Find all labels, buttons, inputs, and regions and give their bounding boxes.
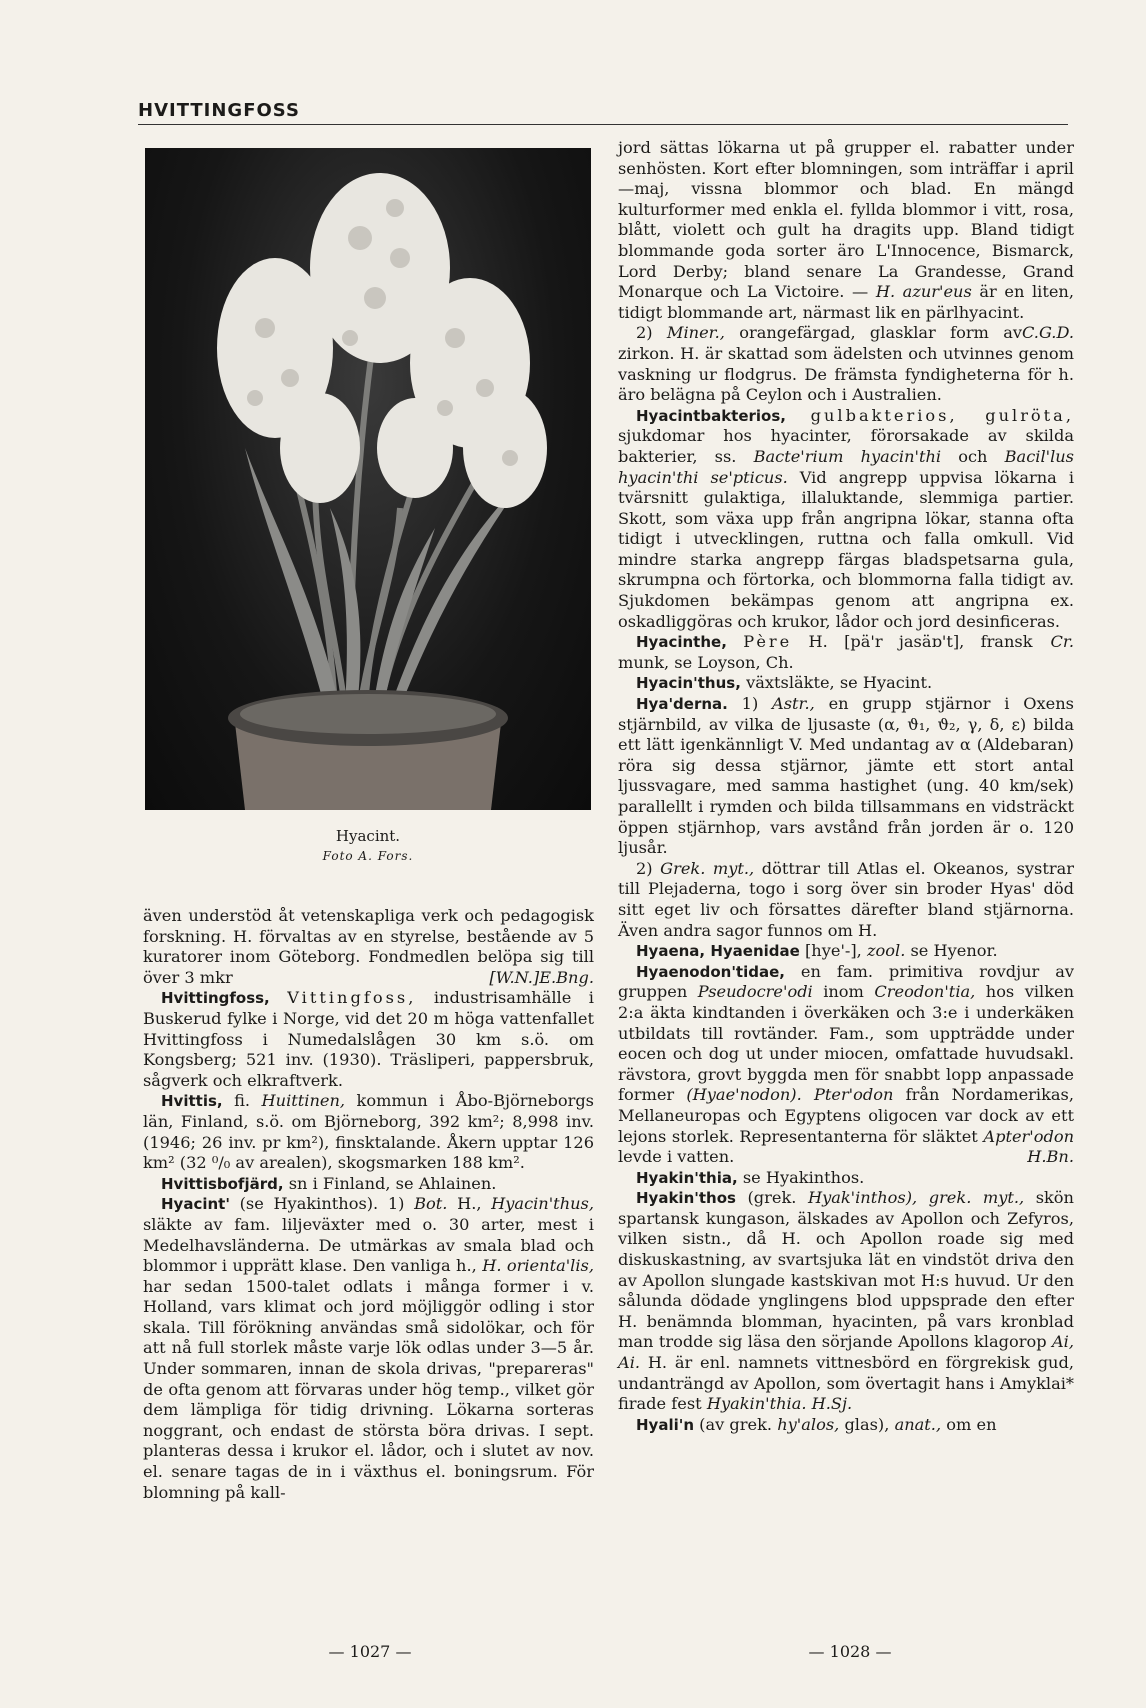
running-header: HVITTINGFOSS bbox=[138, 100, 300, 121]
entry-hvittis: Hvittis, fi. Huittinen, kommun i Åbo-Björneborgs län, Finland, s.ö. om Björneborg, 392 km²; 8,998 inv. (1946; 26 inv. pr km²), finsktalande. Åkern upptar 126 km² (32 ⁰/₀ av arealen), skogsmarken 188 km². bbox=[143, 1091, 594, 1173]
entry-hyaenodontidae: Hyaenodon'tidae, en fam. primitiva rovdjur av gruppen Pseudocre'odi inom Creodon'tia, hos vilken 2:a äkta kindtanden i överkäken och 3:e i underkäken utbildats till rovtänder. Fam., som uppträdde under eocen och dog ut under miocen, omfattade huvudsakl. rävstora, grovt byggda men för snabbt lopp anpassade former (Hyae'nodon). Pter'odon från Nordamerikas, Mellaneuropas och Egyptens oligocen var dock av ett lejons storlek. Representanterna för släktet Apter'odon levde i vatten. H.Bn. bbox=[618, 961, 1075, 1167]
entry-hvittingfoss: Hvittingfoss, Vittingfoss, industrisamhälle i Buskerud fylke i Norge, vid det 20 m höga vattenfallet Hvittingfoss i Numedalslågen 30 km s.ö. om Kongsberg; 521 inv. (1930). Träsliperi, pappersbruk, sågverk och elkraftverk. bbox=[143, 988, 594, 1090]
headword: Hyacint' bbox=[161, 1195, 230, 1214]
flower-clusters bbox=[217, 173, 547, 508]
entry-hyakinthos: Hyakin'thos (grek. Hyak'inthos), grek. myt., skön spartansk kungason, älskades av Apollon och Zefyros, vilken sistn., då H. och Apollon roade sig med diskuskastning, av svartsjuka lät en vindstöt driva den av Apollon slungade kastskivan mot H:s huvud. Ur den sålunda dödade ynglingens blod uppsprade den efter H. benämnda blomman, hyacinten, på vars kronblad man trodde sig läsa den sörjande Apollons klagorop Ai, Ai. H. är enl. namnets vittnesbörd en förgrekisk gud, undanträngd av Apollon, som övertagit hans i Amyklai* firade fest Hyakin'thia. H.Sj. bbox=[618, 1188, 1074, 1414]
entry-hyacinthus: Hyacin'thus, växtsläkte, se Hyacint. bbox=[636, 673, 933, 693]
entry-continuation: även understöd åt vetenskapliga verk och pedagogisk forskning. H. förvaltas av en styrelse, bestående av 5 kuratorer inom Göteborg. Fondmedlen belöpa sig till över 3 mkr [W.N.]E.Bng. bbox=[143, 906, 594, 987]
author-signature: H.Bn. bbox=[1027, 1147, 1074, 1167]
headword: Hya'derna. bbox=[636, 695, 728, 714]
author-signature: [W.N.]E.Bng. bbox=[489, 967, 594, 987]
headword: Hyacin'thus, bbox=[636, 674, 741, 693]
header-rule bbox=[138, 124, 1068, 125]
figure-caption bbox=[145, 826, 591, 866]
page-number-right: — 1028 — bbox=[808, 1642, 892, 1661]
entry-hyacint-mineral: 2) Miner., orangefärgad, glasklar form av zirkon. H. är skattad som ädelsten och utvinnes genom vaskning ur flodgrus. De främsta fyndigheterna för h. äro belägna på Ceylon och i Australien. bbox=[618, 323, 1074, 405]
headword: Hyakin'thia, bbox=[636, 1168, 738, 1187]
entry-hyakinthia: Hyakin'thia, se Hyakinthos. bbox=[636, 1167, 865, 1187]
hyacinth-photograph bbox=[145, 148, 591, 810]
headword: Hyali'n bbox=[636, 1415, 695, 1434]
entry-hyacint: Hyacint' (se Hyakinthos). 1) Bot. H., Hyacin'thus, släkte av fam. liljeväxter med o. 30 arter, mest i Medelhavsländerna. De utmärkas av smala blad och blommor i upprätt klase. Den vanliga h., H. orienta'lis, har sedan 1500-talet odlats i många former i v. Holland, vars klimat och jord möjliggör odling i stor skala. Till förökning användas små sidolökar, och för att nå full storlek måste varje lök odlas under 3—5 år. Under sommaren, innan de skola drivas, "prepareras" de ofta genom att förvaras under hög temp., vilket gör dem lämpliga för tidig drivning. Lökarna sorteras noggrant, och endast de största böra drivas. I sept. planteras dessa i krukor el. lådor, och i slutet av nov. el. senare tagas de in i växthus el. boningsrum. För blomning på kall- bbox=[143, 1194, 594, 1502]
photo-credit: Foto A. Fors. bbox=[322, 849, 414, 863]
author-signature: Cr. bbox=[1050, 632, 1074, 652]
right-column bbox=[618, 138, 1074, 1435]
headword: Hvittingfoss, bbox=[161, 989, 270, 1008]
soil-surface bbox=[240, 694, 496, 734]
page-number-left: — 1027 — bbox=[328, 1642, 412, 1661]
entry-hyaderna-myth: 2) Grek. myt., döttrar till Atlas el. Okeanos, systrar till Plejaderna, togo i sorg över sin broder Hyas' död sitt eget liv och försattes därefter bland stjärnorna. Även andra sagor funnos om H. bbox=[618, 858, 1074, 940]
headword: Hvittis, bbox=[161, 1092, 223, 1111]
hyacinth-illustration bbox=[145, 148, 591, 810]
entry-hyaena: Hyaena, Hyaenidae [hye'-], zool. se Hyenor. bbox=[636, 941, 998, 961]
entry-hyalin: Hyali'n (av grek. hy'alos, glas), anat., om en bbox=[636, 1414, 997, 1434]
author-signature: H.Sj. bbox=[811, 1394, 853, 1414]
entry-hyacint-continued: jord sättas lökarna ut på grupper el. rabatter under senhösten. Kort efter blomningen, som inträffar i april—maj, vissna blommor och blad. En mängd kulturformer med enkla el. fyllda blommor i vitt, rosa, blått, violett och gult ha dragits upp. Bland tidigt blommande goda sorter äro L'Innocence, Bismarck, Lord Derby; bland senare La Grandesse, Grand Monarque och La Victoire. — H. azur'eus är en liten, tidigt blommande art, närmast lik en pärlhyacint. C.G.D. bbox=[618, 138, 1074, 343]
headword: Hyacinthe, bbox=[636, 633, 727, 652]
author-signature: C.G.D. bbox=[1022, 323, 1074, 343]
headword: Hyaena, Hyaenidae bbox=[636, 942, 800, 961]
entry-hyaderna: Hya'derna. 1) Astr., en grupp stjärnor i Oxens stjärnbild, av vilka de ljusaste (α, ϑ₁, ϑ₂, γ, δ, ε) bilda ett lätt igenkännligt V. Med undantag av α (Aldebaran) röra sig dessa stjärnor, jämte ett stort antal ljussvagare, med samma hastighet (ung. 40 km/sek) parallellt i rymden och bilda tillsammans en vidsträckt öppen stjärnhop, vars avstånd från jorden är o. 120 ljusår. bbox=[618, 694, 1074, 858]
headword: Hyacintbakterios, bbox=[636, 406, 786, 425]
entry-hvittisbofjard: Hvittisbofjärd, sn i Finland, se Ahlainen. bbox=[161, 1173, 497, 1193]
headword: Hyaenodon'tidae, bbox=[636, 962, 785, 981]
headword: Hyakin'thos bbox=[636, 1189, 736, 1208]
entry-hyacinthe: Hyacinthe, Père H. [pä'r jasäɒ't], fransk munk, se Loyson, Ch. bbox=[618, 632, 1033, 672]
left-column bbox=[143, 906, 594, 1503]
headword: Hvittisbofjärd, bbox=[161, 1174, 284, 1193]
entry-hyacintbakterios: Hyacintbakterios, gulbakterios, gulröta, sjukdomar hos hyacinter, förorsakade av skilda bakterier, ss. Bacte'rium hyacin'thi och Bacil'lus hyacin'thi se'pticus. Vid angrepp uppvisa lökarna i tvärsnitt gulaktiga, illaluktande, slemmiga partier. Skott, som växa upp från angripna lökar, stanna ofta tidigt i utvecklingen, ruttna och falla omkull. Vid mindre starka angrepp färgas bladspetsarna gula, skrumpna och förtorka, och blommorna falla tidigt av. Sjukdomen bekämpas genom att angripna ex. oskadliggöras och krukor, lådor och jord desinficeras. Cr. bbox=[618, 405, 1074, 652]
caption-title: Hyacint. bbox=[335, 827, 401, 845]
